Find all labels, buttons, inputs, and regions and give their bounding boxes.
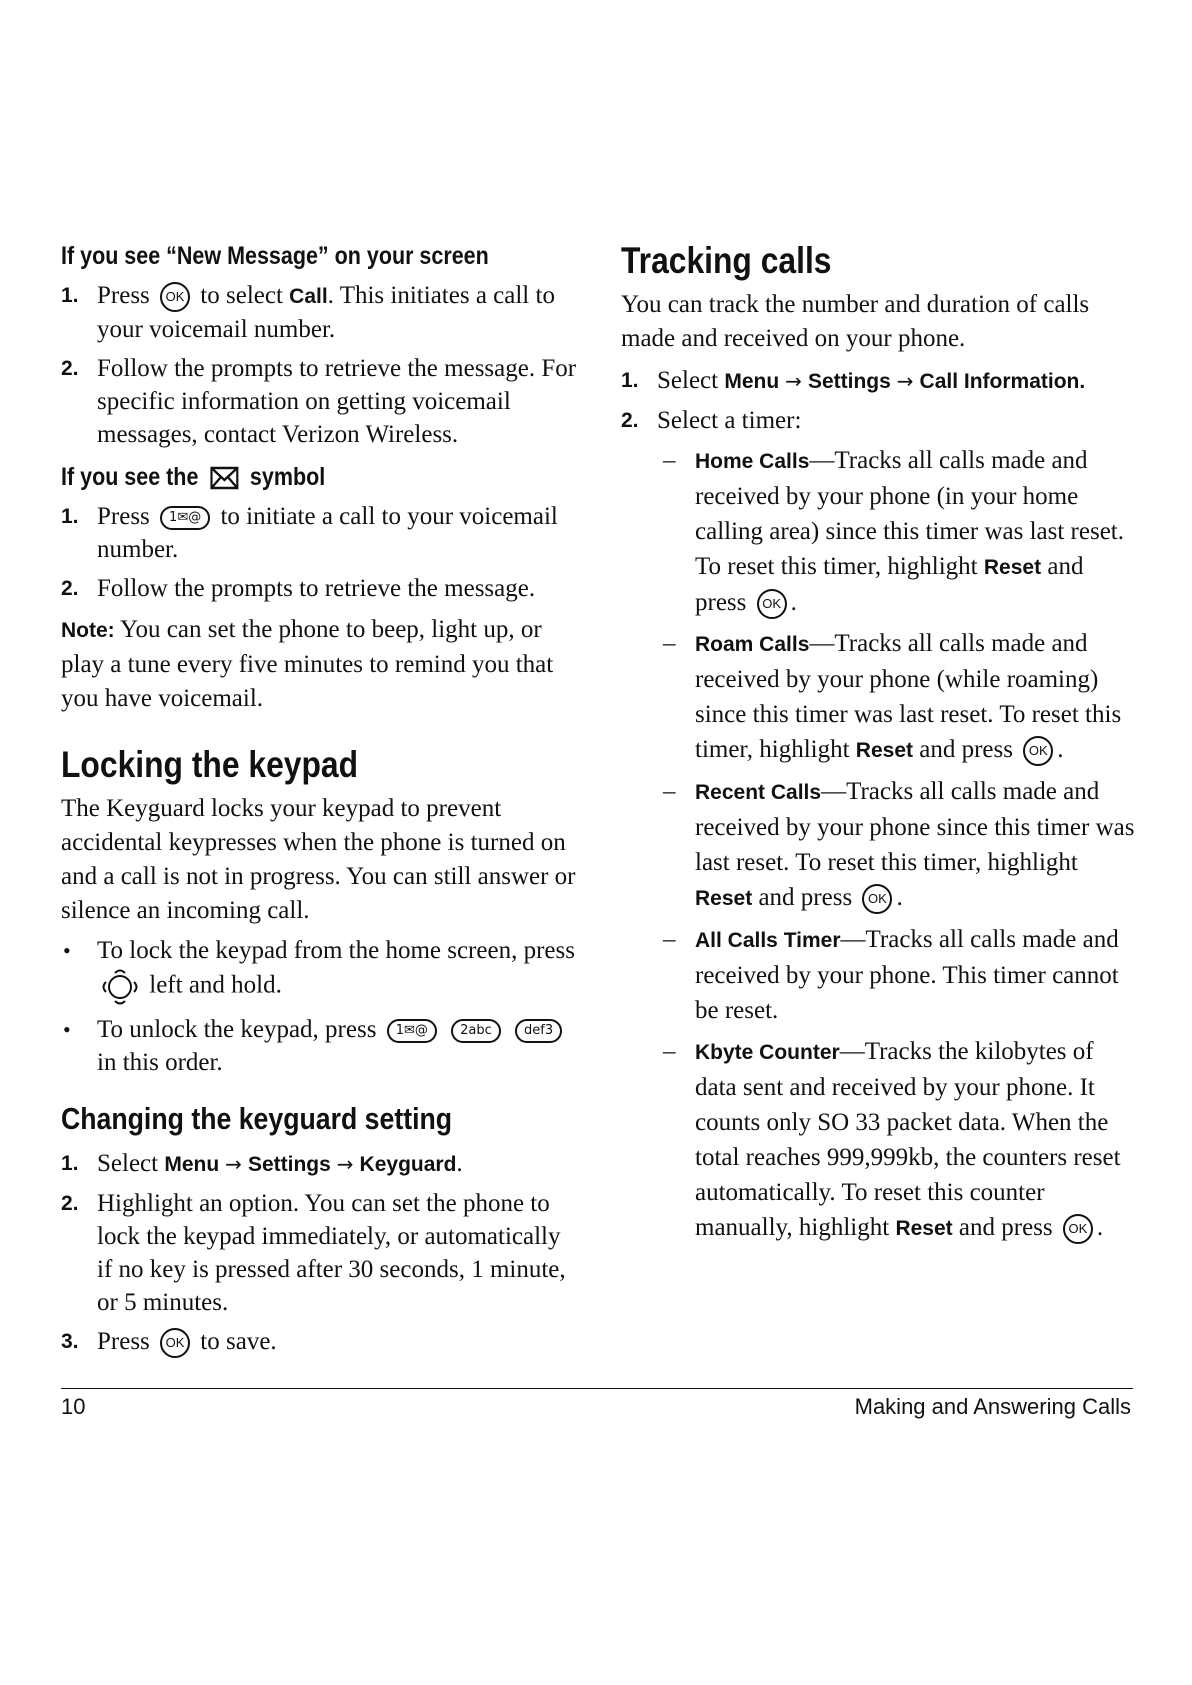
timer-all-calls [621,922,1136,1028]
voicemail-key-icon: 1✉@ [160,506,210,530]
step-text: to select [200,282,283,309]
timer-text: —Tracks all calls made and received by your phone (while roaming) since this timer was last reset. To reset this timer, highlight [695,630,1122,763]
timer-text: . [1057,736,1064,763]
timer-text: —Tracks all calls made and received by your phone since this timer was last reset. To reset this timer, highlight [695,778,1135,876]
heading-text: symbol [249,463,326,491]
note-label: Note: [61,619,115,642]
new-message-heading: If you see “New Message” on your screen [61,242,489,270]
menu-label: Menu [164,1153,220,1176]
tracking-step-2 [621,404,1136,437]
changing-step-2 [61,1187,581,1319]
reset-label: Reset [695,887,753,910]
timer-kbyte-counter [621,1034,1136,1246]
step-number: 2. [61,1192,79,1215]
call-information-label: Call Information. [919,370,1086,393]
ok-key-icon: OK [862,884,892,914]
locking-title: Locking the keypad [61,744,359,785]
locking-bullet-2 [61,1013,581,1079]
page-number: 10 [61,1394,86,1419]
two-key-icon: 2abc [451,1019,501,1043]
new-message-step-2 [61,352,581,451]
three-key-icon: def3 [515,1019,562,1043]
bullet-text: in this order. [97,1049,223,1076]
dash: – [663,926,676,953]
step-text: Press [97,1328,150,1355]
tracking-intro: You can track the number and duration of calls made and received on your phone. [621,291,1090,352]
changing-step-1 [61,1147,581,1181]
timer-text: . [896,884,903,911]
reset-label: Reset [983,556,1042,579]
step-text: Highlight an option. You can set the phone to lock the keypad immediately, or automatically if no key is pressed after 30 seconds, 1 minute, or 5 minutes. [97,1190,566,1316]
arrow-icon: → [336,1152,354,1176]
step-text: Follow the prompts to retrieve the message. For specific information on getting voicemail messages, contact Verizon Wireless. [97,355,577,448]
dash: – [663,630,676,657]
step-number: 1. [621,369,639,392]
timer-name: All Calls Timer [695,929,841,952]
arrow-icon: → [225,1152,242,1176]
timer-name: Kbyte Counter [695,1041,840,1064]
step-number: 1. [61,1152,79,1175]
step-number: 2. [621,409,639,432]
locking-bullet-1 [61,934,581,1007]
timer-text: —Tracks the kilobytes of data sent and received by your phone. It counts only SO 33 packet data. When the total reaches 999,999kb, the counters reset automatically. To reset this counter manually, highlight [695,1038,1121,1241]
step-text: . [456,1150,463,1177]
symbol-step-1 [61,500,581,566]
ok-key-icon: OK [1063,1214,1093,1244]
ok-key-icon: OK [160,1328,190,1358]
changing-step-3 [61,1325,581,1358]
tracking-step-1 [621,364,1136,398]
dash: – [663,778,676,805]
chapter-title: Making and Answering Calls [854,1394,1131,1419]
timer-text: and press [919,736,1013,763]
timer-text: . [790,589,797,616]
step-text: Press [97,282,150,309]
step-text: Select a timer: [657,407,802,434]
footer-rule [61,1388,1133,1389]
envelope-icon [210,465,239,491]
step-text: to save. [200,1328,277,1355]
timer-text: . [1096,1214,1104,1241]
note [61,613,581,716]
dash: – [663,1038,676,1065]
timer-text: and press [695,553,1084,616]
tracking-title: Tracking calls [621,240,832,281]
timer-name: Home Calls [695,450,810,473]
bullet-text: To lock the keypad from the home screen, press [97,937,575,964]
heading-text: If you see the [61,463,199,491]
bullet: • [63,938,71,963]
step-text: Select [657,367,719,394]
timer-text: and press [958,1214,1053,1241]
symbol-heading [61,463,508,492]
timer-name: Recent Calls [695,781,822,804]
step-text: . This initiates a call to your voicemail number. [97,282,555,343]
changing-title: Changing the keyguard setting [61,1101,453,1136]
step-number: 1. [61,505,79,528]
new-message-step-1 [61,279,581,346]
step-number: 1. [61,284,79,307]
keyguard-label: Keyguard [359,1153,457,1176]
bullet-text: left and hold. [149,971,282,999]
step-text: Select [97,1150,159,1177]
right-column [621,240,1136,1252]
timer-text: —Tracks all calls made and received by your phone (in your home calling area) since this timer was last reset. To reset this timer, highlight [695,447,1125,580]
timer-name: Roam Calls [695,633,810,656]
call-label: Call [289,285,328,308]
reset-label: Reset [895,1217,953,1240]
menu-label: Menu [724,370,780,393]
arrow-icon: → [785,369,802,393]
step-number: 3. [61,1330,79,1353]
settings-label: Settings [247,1153,331,1176]
timer-text: —Tracks all calls made and received by your phone. This timer cannot be reset. [695,926,1119,1024]
timer-recent-calls [621,774,1136,916]
reset-label: Reset [855,739,913,762]
step-text: to initiate a call to your voicemail number. [97,503,558,563]
symbol-step-2 [61,572,581,605]
step-number: 2. [61,357,79,380]
left-column [61,242,581,1364]
bullet: • [63,1017,71,1042]
step-text: Follow the prompts to retrieve the message. [97,575,536,602]
arrow-icon: → [896,369,914,393]
timer-roam-calls [621,626,1136,768]
navigation-key-icon [99,967,141,1007]
one-key-icon: 1✉@ [387,1019,437,1043]
locking-intro: The Keyguard locks your keypad to prevent accidental keypresses when the phone is turned on and a call is not in progress. You can still answer or silence an incoming call. [61,795,576,924]
note-text: You can set the phone to beep, light up, or play a tune every five minutes to remind you that you have voicemail. [61,616,554,712]
step-text: Press [97,503,150,530]
ok-key-icon: OK [1023,736,1053,766]
settings-label: Settings [807,370,891,393]
bullet-text: To unlock the keypad, press [97,1016,377,1043]
step-number: 2. [61,577,79,600]
ok-key-icon: OK [757,589,787,619]
timer-text: and press [758,884,853,911]
dash: – [663,447,676,474]
timer-home-calls [621,443,1136,620]
ok-key-icon: OK [160,282,190,312]
